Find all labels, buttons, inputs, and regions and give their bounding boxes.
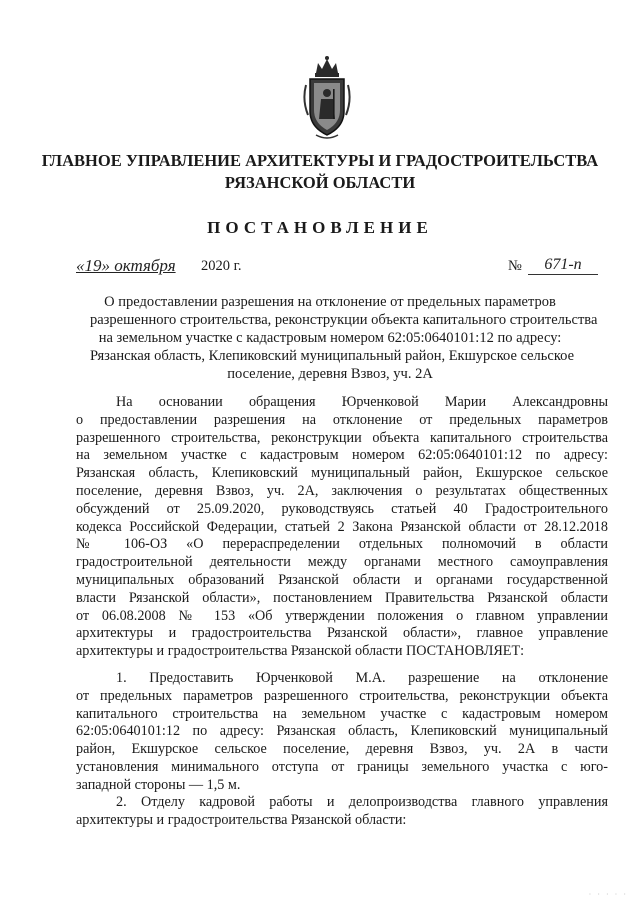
text-line: власти Рязанской области», постановлением Правительства Рязанской области xyxy=(76,589,608,606)
text-line: архитектуры и градостроительства Рязанской области: xyxy=(76,811,407,828)
text-line: 1. Предоставить Юрченковой М.А. разрешение на отклонение xyxy=(116,670,608,686)
scan-artifact: · · · · · xyxy=(588,890,628,899)
handwritten-date: «19» октября xyxy=(76,256,176,275)
text-line: от 06.08.2008 № 153 «Об утверждении положения о главном управлении xyxy=(76,607,608,624)
text-line: градостроительной деятельности между органами местного самоуправления xyxy=(76,554,608,571)
text-line: Рязанская область, Клепиковский муниципальный район, Екшурское сельское xyxy=(76,465,608,482)
coat-of-arms-emblem xyxy=(302,55,352,141)
text-line: обсуждений от 25.09.2020, руководствуясь статьей 40 Градостроительного xyxy=(76,500,608,517)
text-line: На основании обращения Юрченковой Марии Александровны xyxy=(116,394,608,410)
text-line: о предоставлении разрешения на отклонение от предельных параметров xyxy=(76,411,608,428)
organization-name-line1: ГЛАВНОЕ УПРАВЛЕНИЕ АРХИТЕКТУРЫ И ГРАДОСТРОИТЕЛЬСТВА xyxy=(41,151,599,170)
text-line: 62:05:0640101:12 по адресу: Рязанская область, Клепиковский муниципальный xyxy=(76,723,608,740)
text-line: на земельном участке с кадастровым номером 62:05:0640101:12 по адресу: xyxy=(76,447,608,464)
text-line: от предельных параметров разрешенного строительства, реконструкции объекта xyxy=(76,687,608,704)
clause-2-paragraph xyxy=(76,794,608,830)
subject-line: на земельном участке с кадастровым номером 62:05:0640101:12 по адресу: xyxy=(98,330,562,346)
text-line: 2. Отделу кадровой работы и делопроизводства главного управления xyxy=(116,794,608,810)
text-line: архитектуры и градостроительства Рязанской области», главное управление xyxy=(76,625,608,642)
text-line: разрешенного строительства, реконструкции объекта капитального строительства xyxy=(76,429,608,446)
preamble-paragraph xyxy=(76,394,608,661)
document-type-title: ПОСТАНОВЛЕНИЕ xyxy=(207,218,433,237)
handwritten-document-number: 671-п xyxy=(528,256,598,275)
subject-line: поселение, деревня Взвоз, уч. 2А xyxy=(227,366,433,382)
subject-line: разрешенного строительства, реконструкции объекта капитального строительства xyxy=(90,312,598,328)
number-sign: № xyxy=(508,258,522,274)
subject-line: Рязанская область, Клепиковский муниципальный район, Екшурское сельское xyxy=(90,348,575,364)
date-number-line xyxy=(76,258,598,282)
text-line: архитектуры и градостроительства Рязанской области ПОСТАНОВЛЯЕТ: xyxy=(76,643,525,660)
text-line: район, Екшурское сельское поселение, деревня Взвоз, уч. 2А в части xyxy=(76,741,608,758)
document-subject xyxy=(90,293,598,383)
text-line: западной стороны — 1,5 м. xyxy=(76,776,241,793)
text-line: муниципальных образований Рязанской области и органами государственной xyxy=(76,571,608,588)
text-line: № 106-ОЗ «О перераспределении отдельных полномочий в области xyxy=(76,536,608,553)
text-line: установления минимального отступа от границы земельного участка с юго- xyxy=(76,758,608,775)
text-line: капитального строительства на земельном участке с кадастровым номером xyxy=(76,705,608,722)
text-line: кодекса Российской Федерации, статьей 2 Закона Рязанской области от 28.12.2018 xyxy=(76,518,608,535)
subject-line: О предоставлении разрешения на отклонение от предельных параметров xyxy=(104,294,556,310)
date-year: 2020 г. xyxy=(201,258,242,274)
text-line: поселение, деревня Взвоз, уч. 2А, заключения о результатах общественных xyxy=(76,482,608,499)
organization-name-line2: РЯЗАНСКОЙ ОБЛАСТИ xyxy=(224,173,416,192)
clause-1-paragraph xyxy=(76,670,608,795)
